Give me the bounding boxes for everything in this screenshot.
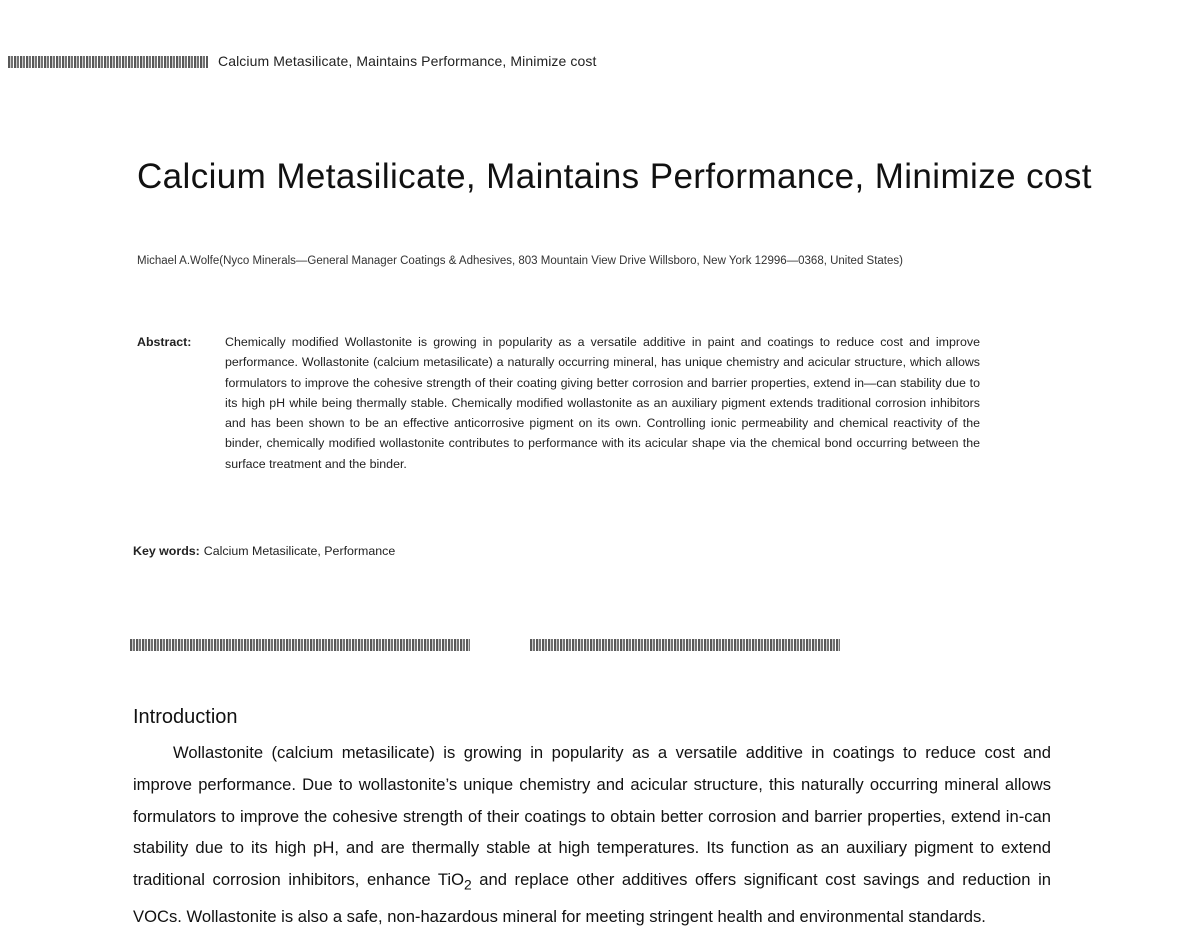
introduction-heading: Introduction <box>133 706 238 728</box>
keywords-label: Key words: <box>133 544 200 558</box>
running-header <box>8 53 596 69</box>
introduction-text-part2: and replace other additives offers significant cost savings and reduction in VOCs. Wollastonite is also a safe, non-hazardous mineral for meeting stringent health and environmental standards. <box>133 870 1051 927</box>
garbled-text-right <box>530 639 840 651</box>
garbled-header-text <box>8 56 208 68</box>
introduction-text-part1: Wollastonite (calcium metasilicate) is growing in popularity as a versatile additive in coatings to reduce cost and improve performance. Due to wollastonite’s unique chemistry and acicular structure, this naturally occurring mineral allows formulators to improve the cohesive strength of their coatings to obtain better corrosion and barrier properties, extend in-can stability due to its high pH, and are thermally stable at high temperatures. Its function as an auxiliary pigment to extend traditional corrosion inhibitors, enhance TiO <box>133 743 1051 890</box>
introduction-subscript: 2 <box>464 876 472 893</box>
introduction-paragraph <box>133 737 1051 933</box>
author-affiliation: Michael A.Wolfe(Nyco Minerals—General Manager Coatings & Adhesives, 803 Mountain View Drive Willsboro, New York 12996—0368, United States) <box>137 255 903 267</box>
running-title: Calcium Metasilicate, Maintains Performance, Minimize cost <box>218 53 597 69</box>
keywords-line <box>133 544 395 558</box>
garbled-text-row <box>130 637 840 655</box>
paper-title: Calcium Metasilicate, Maintains Performance, Minimize cost <box>137 157 1092 196</box>
abstract-block <box>137 332 980 474</box>
page-cutoff <box>0 940 1200 952</box>
keywords-text: Calcium Metasilicate, Performance <box>203 544 396 558</box>
abstract-text: Chemically modified Wollastonite is growing in popularity as a versatile additive in paint and coatings to reduce cost and improve performance. Wollastonite (calcium metasilicate) a naturally occurring mineral, has unique chemistry and acicular structure, which allows formulators to improve the cohesive strength of their coating giving better corrosion and barrier properties, extend in—can stability due to its high pH while being thermally stable. Chemically modified wollastonite as an auxiliary pigment extends traditional corrosion inhibitors and has been shown to be an effective anticorrosive pigment on its own. Controlling ionic permeability and chemical reactivity of the binder, chemically modified wollastonite contributes to performance with its acicular shape via the chemical bond occurring between the surface treatment and the binder. <box>225 335 980 471</box>
abstract-label: Abstract: <box>137 335 192 349</box>
garbled-text-left <box>130 639 470 651</box>
